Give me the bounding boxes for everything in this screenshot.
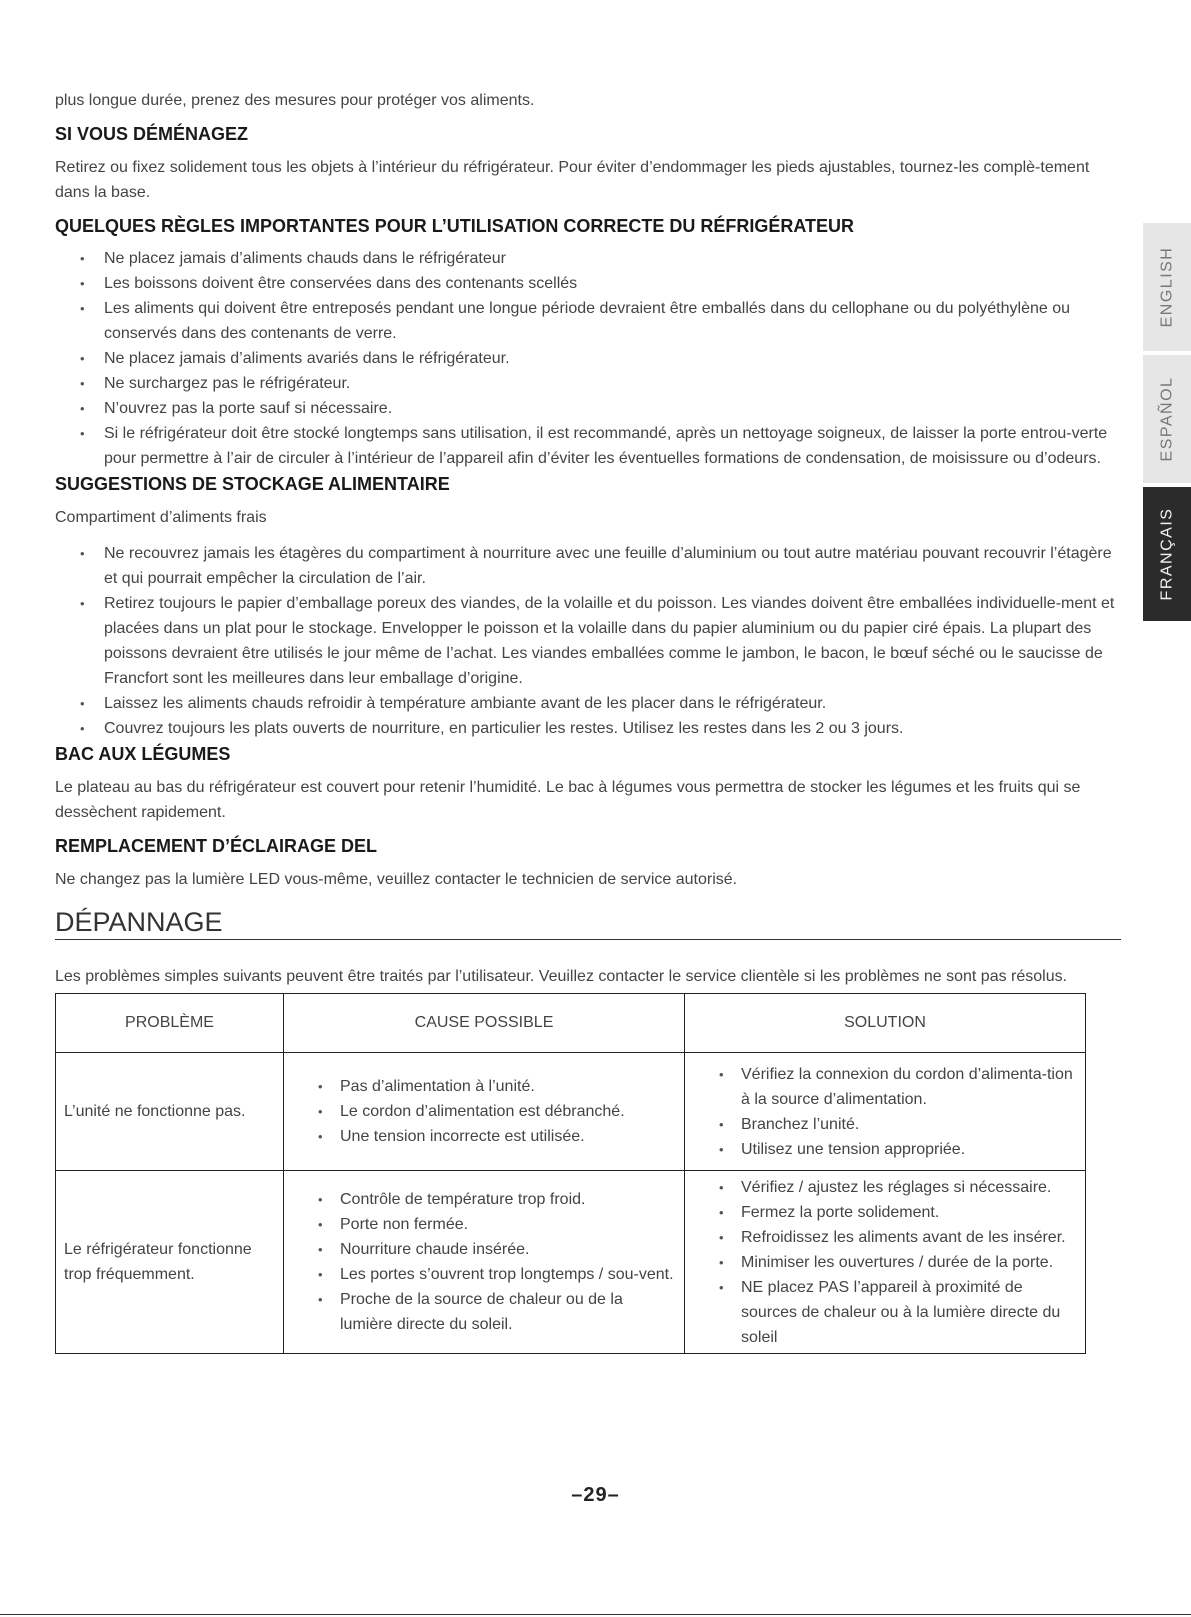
crisper-text: Le plateau au bas du réfrigérateur est couvert pour retenir l’humidité. Le bac à légumes vous permettra de stocker les légumes et les fruits qui se dessèchent rapidement. (55, 779, 1081, 821)
led-heading: REMPLACEMENT D’ÉCLAIRAGE DEL (55, 836, 378, 856)
tab-francais[interactable] (1143, 487, 1191, 621)
column-header-cause: CAUSE POSSIBLE (284, 994, 685, 1053)
column-header-solution: SOLUTION (685, 994, 1086, 1053)
list-item: • Proche de la source de chaleur ou de la lumière directe du soleil. (340, 1287, 678, 1337)
list-item: • Une tension incorrecte est utilisée. (340, 1124, 678, 1149)
list-item: • Vérifiez / ajustez les réglages si nécessaire. (741, 1175, 1079, 1200)
rules-list (55, 246, 1121, 471)
list-item: • Les portes s’ouvrent trop longtemps / sou-vent. (340, 1262, 678, 1287)
list-item: • Les aliments qui doivent être entreposés pendant une longue période devraient être emballés dans du cellophane ou du polyéthylène ou conservés dans des contenants de verre. (104, 296, 1121, 346)
storage-list (55, 541, 1121, 741)
list-item: • Utilisez une tension appropriée. (741, 1137, 1079, 1162)
cause-cell (284, 1053, 685, 1171)
table-row (56, 1171, 1086, 1354)
list-item: • Ne placez jamais d’aliments chauds dans le réfrigérateur (104, 246, 1121, 271)
solution-cell (685, 1171, 1086, 1354)
page-number: –29– (571, 1484, 620, 1506)
list-item: • NE placez PAS l’appareil à proximité de sources de chaleur ou à la lumière directe du soleil (741, 1275, 1079, 1350)
list-item: • Pas d’alimentation à l’unité. (340, 1074, 678, 1099)
moving-heading: SI VOUS DÉMÉNAGEZ (55, 124, 249, 144)
list-item: • Porte non fermée. (340, 1212, 678, 1237)
troubleshooting-intro: Les problèmes simples suivants peuvent être traités par l’utilisateur. Veuillez contacter le service clientèle si les problèmes ne sont pas résolus. (55, 968, 1068, 985)
list-item: • Branchez l’unité. (741, 1112, 1079, 1137)
led-text: Ne changez pas la lumière LED vous-même, veuillez contacter le technicien de service autorisé. (55, 871, 738, 888)
tab-espanol[interactable] (1143, 355, 1191, 483)
list-item: • Ne placez jamais d’aliments avariés dans le réfrigérateur. (104, 346, 1121, 371)
list-item: • Minimiser les ouvertures / durée de la porte. (741, 1250, 1079, 1275)
list-item: • Nourriture chaude insérée. (340, 1237, 678, 1262)
list-item: • Refroidissez les aliments avant de les insérer. (741, 1225, 1079, 1250)
crisper-heading: BAC AUX LÉGUMES (55, 744, 231, 764)
bottom-divider (0, 1614, 1191, 1615)
list-item: • Laissez les aliments chauds refroidir à température ambiante avant de les placer dans le réfrigérateur. (104, 691, 1121, 716)
storage-heading: SUGGESTIONS DE STOCKAGE ALIMENTAIRE (55, 474, 450, 494)
troubleshooting-table (55, 993, 1086, 1354)
table-header-row (56, 994, 1086, 1053)
list-item: • Ne recouvrez jamais les étagères du compartiment à nourriture avec une feuille d’aluminium ou tout autre matériau pouvant recouvrir l’étagère et qui pourrait empêcher la circulation de l’air. (104, 541, 1121, 591)
list-item: • Retirez toujours le papier d’emballage poreux des viandes, de la volaille et du poisson. Les viandes doivent être emballées individuelle-ment et placées dans un plat pour le stockage. Envelopper le poisson et la volaille dans du papier aluminium ou du papier ciré épais. La plupart des poissons devraient être utilisés le jour même de l’achat. Les viandes emballées comme le jambon, le bacon, le bœuf séché ou le saucisse de Francfort sont les meilleures dans leur emballage d’origine. (104, 591, 1121, 691)
heading-divider (55, 939, 1121, 940)
list-item: • Les boissons doivent être conservées dans des contenants scellés (104, 271, 1121, 296)
tab-label: FRANÇAIS (1158, 507, 1175, 601)
list-item: • Le cordon d’alimentation est débranché. (340, 1099, 678, 1124)
list-item: • N’ouvrez pas la porte sauf si nécessaire. (104, 396, 1121, 421)
troubleshooting-heading: DÉPANNAGE (55, 907, 223, 937)
column-header-problem: PROBLÈME (56, 994, 284, 1053)
tab-english[interactable] (1143, 223, 1191, 351)
problem-cell: Le réfrigérateur fonctionne trop fréquemment. (56, 1171, 284, 1354)
moving-text: Retirez ou fixez solidement tous les objets à l’intérieur du réfrigérateur. Pour éviter d’endommager les pieds ajustables, tournez-les complè-tement dans la base. (55, 159, 1090, 201)
page-content (55, 88, 1121, 1354)
storage-subheading: Compartiment d’aliments frais (55, 509, 267, 526)
rules-heading: QUELQUES RÈGLES IMPORTANTES POUR L’UTILISATION CORRECTE DU RÉFRIGÉRATEUR (55, 216, 855, 236)
cause-cell (284, 1171, 685, 1354)
list-item: • Fermez la porte solidement. (741, 1200, 1079, 1225)
intro-tail-text: plus longue durée, prenez des mesures pour protéger vos aliments. (55, 92, 535, 109)
solution-cell (685, 1053, 1086, 1171)
list-item: • Ne surchargez pas le réfrigérateur. (104, 371, 1121, 396)
problem-cell: L’unité ne fonctionne pas. (56, 1053, 284, 1171)
table-row (56, 1053, 1086, 1171)
tab-label: ESPAÑOL (1158, 376, 1175, 462)
list-item: • Si le réfrigérateur doit être stocké longtemps sans utilisation, il est recommandé, après un nettoyage soigneux, de laisser la porte entrou-verte pour permettre à l’air de circuler à l’intérieur de l’appareil afin d’éviter les éventuelles formations de condensation, de moisissure ou d’odeurs. (104, 421, 1121, 471)
list-item: • Couvrez toujours les plats ouverts de nourriture, en particulier les restes. Utilisez les restes dans les 2 ou 3 jours. (104, 716, 1121, 741)
list-item: • Contrôle de température trop froid. (340, 1187, 678, 1212)
tab-label: ENGLISH (1158, 246, 1175, 328)
list-item: • Vérifiez la connexion du cordon d’alimenta-tion à la source d’alimentation. (741, 1062, 1079, 1112)
